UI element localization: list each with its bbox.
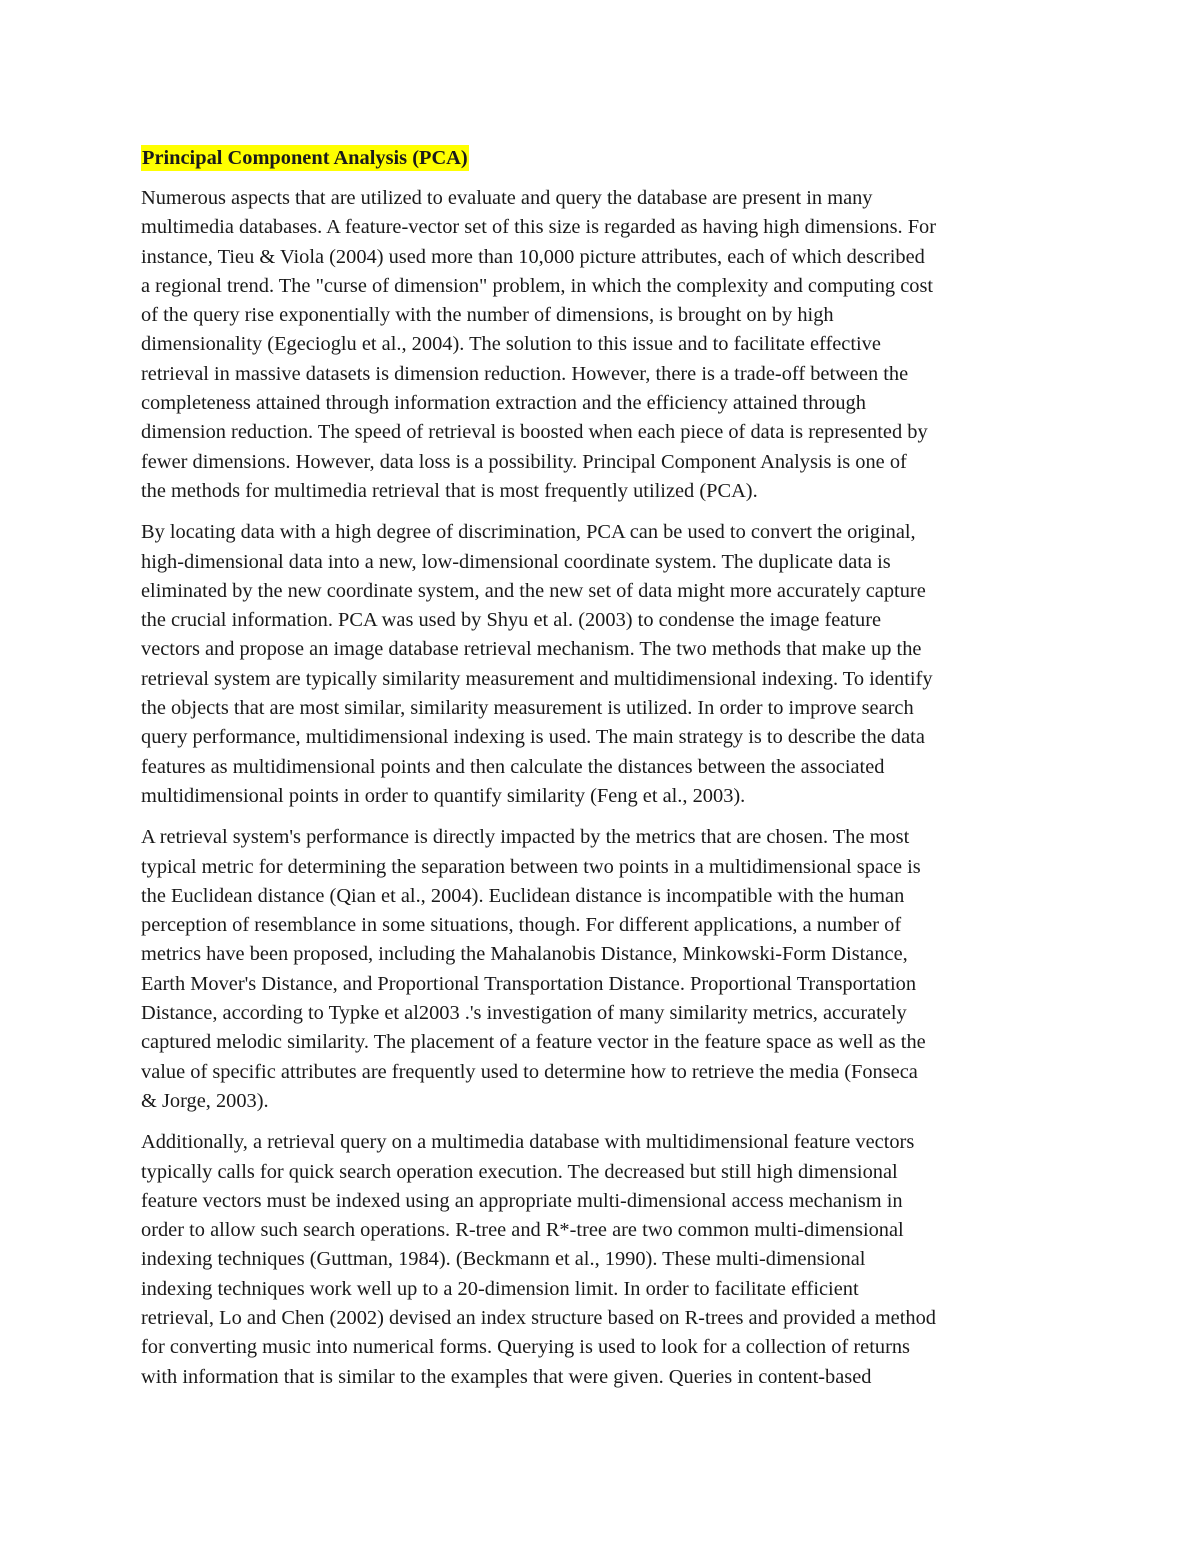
text-line: a regional trend. The "curse of dimension" problem, in which the complexity and computing cost (141, 274, 934, 297)
text-line: typical metric for determining the separation between two points in a multidimensional space is (141, 855, 921, 878)
text-line: Additionally, a retrieval query on a multimedia database with multidimensional feature vectors (141, 1131, 915, 1154)
text-line: completeness attained through information extraction and the efficiency attained through (141, 392, 866, 415)
text-line: order to allow such search operations. R-tree and R*-tree are two common multi-dimensional (141, 1219, 904, 1242)
text-line: the crucial information. PCA was used by Shyu et al. (2003) to condense the image feature (141, 609, 882, 632)
text-line: typically calls for quick search operation execution. The decreased but still high dimensional (141, 1160, 898, 1183)
text-line: Earth Mover's Distance, and Proportional Transportation Distance. Proportional Transportation (141, 972, 917, 995)
text-line: A retrieval system's performance is directly impacted by the metrics that are chosen. The most (141, 826, 910, 849)
text-line: the Euclidean distance (Qian et al., 2004). Euclidean distance is incompatible with the human (141, 884, 905, 907)
text-line: the objects that are most similar, similarity measurement is utilized. In order to improve search (141, 697, 914, 720)
text-line: features as multidimensional points and then calculate the distances between the associated (141, 755, 885, 778)
text-line: captured melodic similarity. The placement of a feature vector in the feature space as well as the (141, 1031, 926, 1054)
text-line: value of specific attributes are frequently used to determine how to retrieve the media (Fonseca (141, 1060, 918, 1083)
text-line: retrieval, Lo and Chen (2002) devised an index structure based on R-trees and provided a method (141, 1306, 936, 1329)
text-line: fewer dimensions. However, data loss is a possibility. Principal Component Analysis is one of (141, 450, 907, 473)
document-body (141, 140, 1066, 1404)
text-line: multidimensional points in order to quantify similarity (Feng et al., 2003). (141, 784, 746, 807)
text-line: & Jorge, 2003). (141, 1089, 269, 1112)
highlighted-title: Principal Component Analysis (PCA) (142, 147, 468, 169)
text-line: the methods for multimedia retrieval that is most frequently utilized (PCA). (141, 479, 758, 502)
text-line: dimension reduction. The speed of retrieval is boosted when each piece of data is represented by (141, 421, 928, 444)
paragraph-3 (141, 823, 1066, 1116)
text-line: query performance, multidimensional indexing is used. The main strategy is to describe the data (141, 726, 925, 749)
text-line: multimedia databases. A feature-vector set of this size is regarded as having high dimensions. For (141, 216, 937, 239)
text-line: retrieval in massive datasets is dimension reduction. However, there is a trade-off between the (141, 362, 909, 385)
paragraph-2 (141, 518, 1066, 811)
text-line: high-dimensional data into a new, low-dimensional coordinate system. The duplicate data is (141, 550, 891, 573)
paragraph-1 (141, 184, 1066, 506)
text-line: indexing techniques work well up to a 20-dimension limit. In order to facilitate efficient (141, 1277, 859, 1300)
text-line: for converting music into numerical forms. Querying is used to look for a collection of returns (141, 1336, 910, 1359)
text-line: eliminated by the new coordinate system, and the new set of data might more accurately capture (141, 579, 926, 602)
text-line: feature vectors must be indexed using an appropriate multi-dimensional access mechanism in (141, 1189, 903, 1212)
text-line: By locating data with a high degree of discrimination, PCA can be used to convert the original, (141, 521, 916, 544)
section-heading (141, 140, 1066, 176)
text-line: metrics have been proposed, including the Mahalanobis Distance, Minkowski-Form Distance, (141, 943, 908, 966)
paragraph-4 (141, 1128, 1066, 1392)
text-line: Distance, according to Typke et al2003 .'s investigation of many similarity metrics, accurately (141, 1002, 907, 1025)
text-line: of the query rise exponentially with the number of dimensions, is brought on by high (141, 304, 834, 327)
text-line: with information that is similar to the examples that were given. Queries in content-based (141, 1365, 872, 1388)
text-line: vectors and propose an image database retrieval mechanism. The two methods that make up the (141, 638, 922, 661)
text-line: indexing techniques (Guttman, 1984). (Beckmann et al., 1990). These multi-dimensional (141, 1248, 866, 1271)
text-line: dimensionality (Egecioglu et al., 2004). The solution to this issue and to facilitate effective (141, 333, 881, 356)
text-line: instance, Tieu & Viola (2004) used more than 10,000 picture attributes, each of which described (141, 245, 925, 268)
text-line: retrieval system are typically similarity measurement and multidimensional indexing. To identify (141, 667, 933, 690)
text-line: Numerous aspects that are utilized to evaluate and query the database are present in many (141, 187, 873, 209)
text-line: perception of resemblance in some situations, though. For different applications, a number of (141, 914, 902, 937)
